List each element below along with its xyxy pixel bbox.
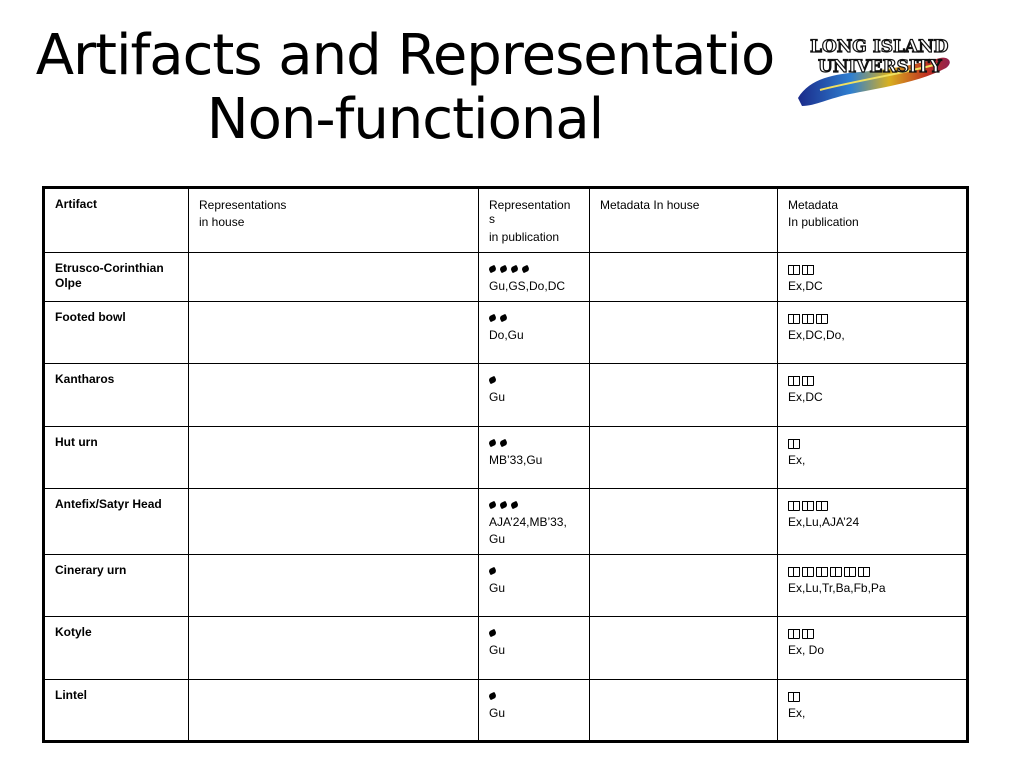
publication-icons (489, 372, 579, 389)
metadata-icons (788, 310, 956, 327)
metadata-in-house-cell (590, 617, 778, 680)
svg-text:UNIVERSITY: UNIVERSITY (818, 57, 942, 77)
metadata-icons (788, 563, 956, 580)
publication-references: Gu (489, 390, 506, 404)
representations-in-house-cell (189, 555, 479, 617)
table-row (44, 489, 968, 555)
open-book-icon (788, 376, 800, 385)
pencil-bullet-icon (499, 439, 508, 447)
open-book-icon (802, 567, 814, 576)
column-header (479, 188, 590, 253)
publication-references: Do,Gu (489, 328, 524, 342)
publication-icons (489, 310, 579, 327)
artifact-name: Antefix/Satyr Head (44, 489, 189, 555)
pencil-bullet-icon (521, 265, 530, 273)
open-book-icon (802, 629, 814, 638)
metadata-icons (788, 372, 956, 389)
metadata-in-publication-cell (778, 302, 968, 364)
table-row (44, 617, 968, 680)
metadata-references: Ex,Lu,AJA’24 (788, 515, 860, 529)
column-header-text: In publication (788, 215, 859, 229)
representations-in-house-cell (189, 489, 479, 555)
open-book-icon (788, 439, 800, 448)
pencil-bullet-icon (488, 376, 497, 384)
open-book-icon (858, 567, 870, 576)
open-book-icon (802, 314, 814, 323)
column-header-text: Representation (489, 198, 571, 212)
representations-in-house-cell (189, 680, 479, 742)
pencil-bullet-icon (499, 314, 508, 322)
metadata-in-house-cell (590, 680, 778, 742)
representations-in-house-cell (189, 253, 479, 302)
open-book-icon (788, 265, 800, 274)
artifact-name: Hut urn (44, 427, 189, 489)
metadata-in-publication-cell (778, 680, 968, 742)
publication-references: Gu (489, 581, 506, 595)
publication-icons (489, 688, 579, 705)
representations-in-house-cell (189, 364, 479, 427)
slide-title-line-1: Artifacts and Representatio (35, 23, 775, 88)
column-header (778, 188, 968, 253)
artifact-name: Kotyle (44, 617, 189, 680)
table-row (44, 364, 968, 427)
pencil-bullet-icon (488, 567, 497, 575)
open-book-icon (802, 501, 814, 510)
open-book-icon (788, 629, 800, 638)
metadata-references: Ex, Do (788, 643, 825, 657)
publication-icons (489, 625, 579, 642)
pencil-bullet-icon (488, 692, 497, 700)
metadata-in-house-cell (590, 555, 778, 617)
open-book-icon (816, 501, 828, 510)
publication-references: Gu (489, 643, 506, 657)
metadata-references: Ex,DC,Do, (788, 328, 845, 342)
column-header-text: Metadata In house (600, 198, 700, 212)
publication-references: MB’33,Gu (489, 453, 543, 467)
metadata-icons (788, 625, 956, 642)
representations-in-house-cell (189, 617, 479, 680)
metadata-icons (788, 497, 956, 514)
column-header-text: Representations (199, 198, 287, 212)
column-header-text: Metadata (788, 198, 839, 212)
metadata-in-publication-cell (778, 489, 968, 555)
metadata-icons (788, 261, 956, 278)
representations-in-house-cell (189, 302, 479, 364)
pencil-bullet-icon (499, 501, 508, 509)
open-book-icon (788, 501, 800, 510)
representations-in-publication-cell (479, 680, 590, 742)
pencil-bullet-icon (488, 501, 497, 509)
column-header (44, 188, 189, 253)
representations-in-publication-cell (479, 617, 590, 680)
artifact-name: Etrusco-Corinthian Olpe (44, 253, 189, 302)
slide-title-line-2: Non-functional (206, 87, 604, 152)
table-header-row (44, 188, 968, 253)
open-book-icon (816, 314, 828, 323)
artifact-name: Footed bowl (44, 302, 189, 364)
table-row (44, 253, 968, 302)
publication-icons (489, 261, 579, 278)
pencil-bullet-icon (488, 439, 497, 447)
column-header-text: s (489, 212, 495, 226)
metadata-in-house-cell (590, 302, 778, 364)
metadata-in-publication-cell (778, 427, 968, 489)
table-row (44, 555, 968, 617)
representations-in-publication-cell (479, 253, 590, 302)
open-book-icon (788, 692, 800, 701)
metadata-references: Ex,DC (788, 279, 823, 293)
metadata-in-house-cell (590, 489, 778, 555)
table-row (44, 302, 968, 364)
metadata-references: Ex,Lu,Tr,Ba,Fb,Pa (788, 581, 886, 595)
metadata-in-publication-cell (778, 617, 968, 680)
metadata-references: Ex,DC (788, 390, 823, 404)
slide-title (0, 24, 810, 152)
open-book-icon (802, 265, 814, 274)
artifact-name: Lintel (44, 680, 189, 742)
open-book-icon (788, 314, 800, 323)
pencil-bullet-icon (488, 314, 497, 322)
metadata-in-publication-cell (778, 555, 968, 617)
open-book-icon (844, 567, 856, 576)
university-logo (790, 28, 960, 110)
metadata-in-publication-cell (778, 253, 968, 302)
publication-icons (489, 497, 579, 514)
publication-icons (489, 435, 579, 452)
representations-in-publication-cell (479, 427, 590, 489)
representations-in-publication-cell (479, 489, 590, 555)
metadata-in-house-cell (590, 253, 778, 302)
pencil-bullet-icon (510, 501, 519, 509)
pencil-bullet-icon (499, 265, 508, 273)
metadata-in-publication-cell (778, 364, 968, 427)
artifacts-table (42, 186, 969, 743)
metadata-references: Ex, (788, 453, 806, 467)
publication-references: AJA’24,MB’33, Gu (489, 515, 567, 546)
column-header-text: in publication (489, 230, 560, 244)
pencil-bullet-icon (488, 629, 497, 637)
column-header-text: in house (199, 215, 245, 229)
column-header (189, 188, 479, 253)
open-book-icon (802, 376, 814, 385)
representations-in-publication-cell (479, 555, 590, 617)
metadata-icons (788, 688, 956, 705)
metadata-in-house-cell (590, 364, 778, 427)
artifact-name: Cinerary urn (44, 555, 189, 617)
representations-in-publication-cell (479, 302, 590, 364)
publication-references: Gu (489, 706, 506, 720)
column-header (590, 188, 778, 253)
representations-in-publication-cell (479, 364, 590, 427)
pencil-bullet-icon (488, 265, 497, 273)
table-row (44, 680, 968, 742)
svg-text:LONG ISLAND: LONG ISLAND (810, 37, 949, 57)
representations-in-house-cell (189, 427, 479, 489)
publication-references: Gu,GS,Do,DC (489, 279, 566, 293)
metadata-in-house-cell (590, 427, 778, 489)
table-row (44, 427, 968, 489)
metadata-references: Ex, (788, 706, 806, 720)
open-book-icon (830, 567, 842, 576)
open-book-icon (816, 567, 828, 576)
artifact-name: Kantharos (44, 364, 189, 427)
pencil-bullet-icon (510, 265, 519, 273)
metadata-icons (788, 435, 956, 452)
publication-icons (489, 563, 579, 580)
open-book-icon (788, 567, 800, 576)
column-header-text: Artifact (55, 197, 98, 211)
